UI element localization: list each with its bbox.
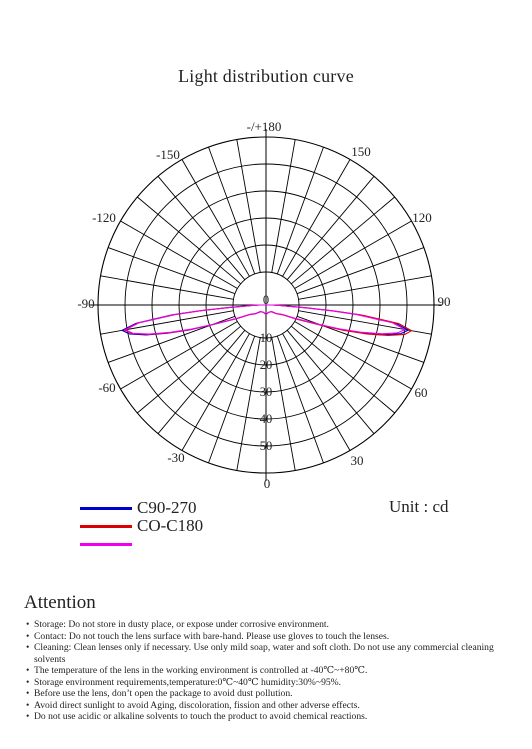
grid-spoke xyxy=(298,276,431,299)
grid-spoke xyxy=(209,147,255,274)
legend-swatch xyxy=(80,525,132,528)
legend-swatch xyxy=(80,543,132,546)
grid-spoke xyxy=(287,330,374,433)
grid-spoke xyxy=(209,336,255,463)
grid-spoke xyxy=(237,337,260,470)
angle-label-bottom: 0 xyxy=(263,476,271,491)
angle-label-lower-right: 30 xyxy=(350,453,364,468)
grid-spoke xyxy=(101,276,234,299)
grid-spoke xyxy=(291,197,394,284)
angle-label-mid-left-lower: -60 xyxy=(98,380,116,395)
angle-label-mid-right-lower: 60 xyxy=(414,385,428,400)
note-item: • Before use the lens, don’t open the package to avoid dust pollution. xyxy=(26,688,516,700)
legend-swatch xyxy=(80,507,132,510)
legend-label: C90-270 xyxy=(137,498,197,517)
radial-label: 40 xyxy=(259,412,273,426)
note-item: • Storage environment requirements,temperature:0℃~40℃ humidity:30%~95%. xyxy=(26,677,516,689)
radial-label: 50 xyxy=(259,439,273,453)
attention-title: Attention xyxy=(24,592,96,613)
note-item: • The temperature of the lens in the working environment is controlled at -40℃~+80℃. xyxy=(26,665,516,677)
grid-spoke xyxy=(101,311,234,334)
grid-spoke xyxy=(272,337,295,470)
series-curve xyxy=(125,305,405,334)
angle-label-left: -90 xyxy=(77,296,95,311)
grid-spoke xyxy=(158,330,245,433)
angle-label-mid-right-upper: 120 xyxy=(412,210,432,225)
note-item: • Cleaning: Clean lenses only if necessary. Use only mild soap, water and soft cloth. Do not use any commercial cleaning solvents xyxy=(26,642,516,665)
angle-label-upper-left: -150 xyxy=(156,147,180,162)
grid-spoke xyxy=(158,176,245,279)
note-item: • Avoid direct sunlight to avoid Aging, discoloration, fission and other adverse effects. xyxy=(26,700,516,712)
note-item: • Do not use acidic or alkaline solvents to touch the product to avoid chemical reactions. xyxy=(26,711,516,723)
radial-label: 10 xyxy=(259,331,273,345)
grid-spoke xyxy=(137,326,240,413)
angle-label-lower-left: -30 xyxy=(167,450,185,465)
grid-spoke xyxy=(277,147,323,274)
radial-label: 0 xyxy=(262,293,270,307)
grid-spoke xyxy=(277,336,323,463)
note-item: • Storage: Do not store in dusty place, or expose under corrosive environment. xyxy=(26,619,516,631)
grid-spoke xyxy=(291,326,394,413)
radial-label: 20 xyxy=(259,358,273,372)
grid-spoke xyxy=(108,248,235,294)
angle-label-top: -/+180 xyxy=(246,119,282,134)
grid-spoke xyxy=(137,197,240,284)
radial-label: 30 xyxy=(259,385,273,399)
attention-notes xyxy=(26,619,516,723)
note-item: • Contact: Do not touch the lens surface with bare-hand. Please use gloves to touch the lenses. xyxy=(26,631,516,643)
grid-spoke xyxy=(287,176,374,279)
angle-label-right: 90 xyxy=(437,294,451,309)
legend-label: CO-C180 xyxy=(137,516,204,535)
angle-label-mid-left-upper: -120 xyxy=(92,210,116,225)
chart-title: Light distribution curve xyxy=(178,66,354,86)
grid-spoke xyxy=(237,140,260,273)
grid-spoke xyxy=(297,248,424,294)
angle-label-upper-right: 150 xyxy=(351,144,371,159)
grid-spoke xyxy=(272,140,295,273)
unit-label: Unit : cd xyxy=(389,497,449,516)
